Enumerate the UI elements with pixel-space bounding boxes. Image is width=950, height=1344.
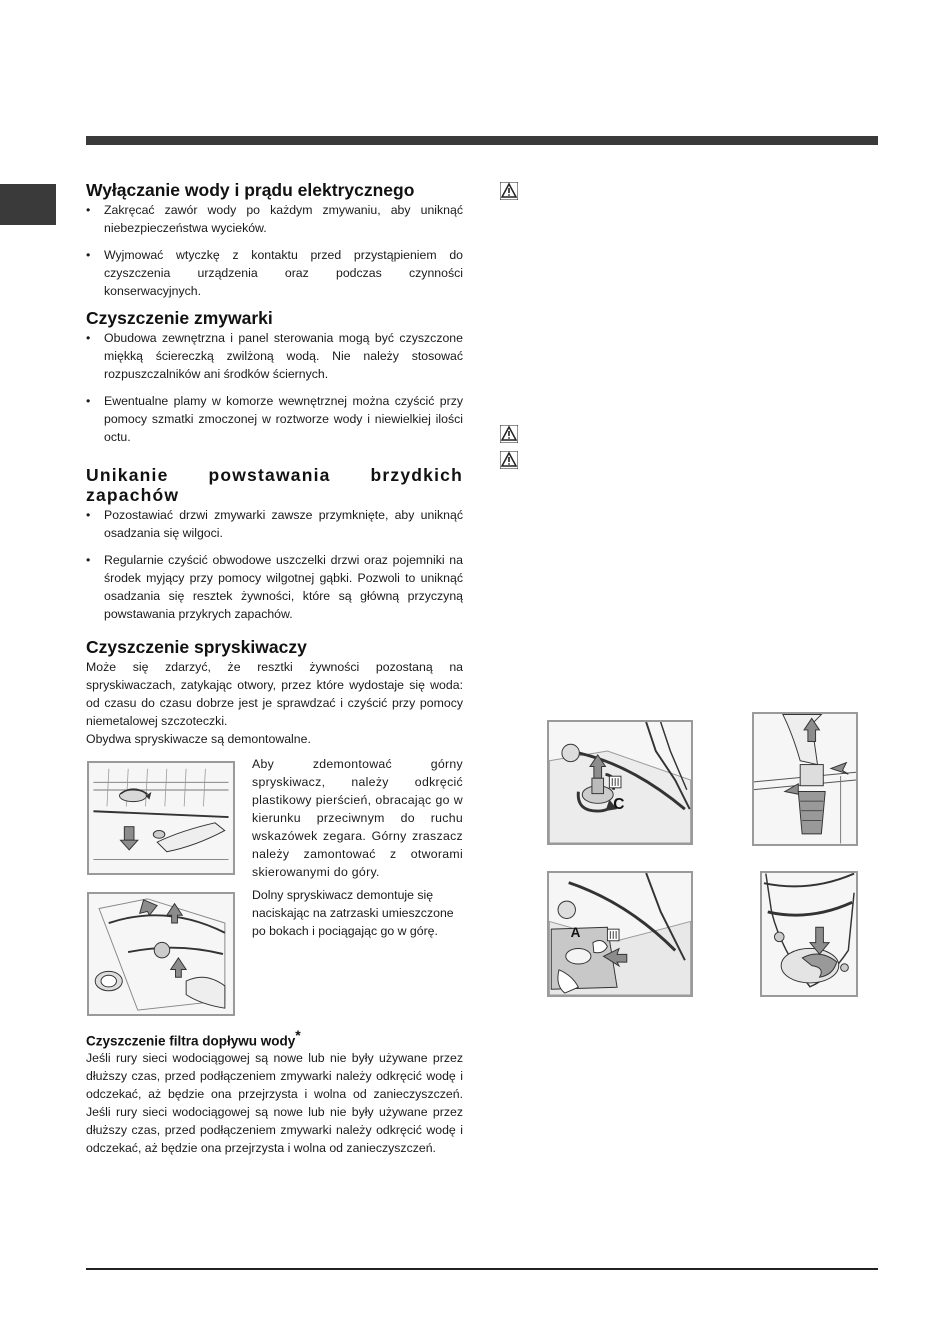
paragraph: Dolny spryskiwacz demontuje się naciskając na zatrzaski umieszczone po bokach i pociągając go w górę. — [252, 888, 454, 938]
label-c: C — [613, 796, 625, 814]
list-item: • Wyjmować wtyczkę z kontaktu przed przystąpieniem do czyszczenia urządzenia oraz podczas czynności konserwacyjnych. — [86, 246, 463, 300]
section-title: Czyszczenie zmywarki — [86, 308, 273, 328]
upper-sprayer-figure — [87, 761, 235, 875]
section-title-text: Czyszczenie filtra dopływu wody — [86, 1033, 296, 1049]
list-item: • Pozostawiać drzwi zmywarki zawsze przymknięte, aby uniknąć osadzania się wilgoci. — [86, 506, 463, 542]
paragraph: Obydwa spryskiwacze są demontowalne. — [86, 732, 311, 746]
section-tab-marker — [0, 184, 56, 225]
filter-figure-lift — [752, 712, 858, 846]
lower-sprayer-figure — [87, 892, 235, 1016]
bullet-list — [86, 201, 463, 300]
footer-rule — [86, 1268, 878, 1270]
asterisk-mark: * — [295, 1027, 301, 1043]
list-item: • Obudowa zewnętrzna i panel sterowania mogą być czyszczone miękką ściereczką zwilżoną wodą. Nie należy stosować rozpuszczalników ani środków ściernych. — [86, 329, 463, 383]
section-sprayers — [86, 637, 463, 748]
warning-triangle-icon — [500, 451, 518, 469]
section-title — [86, 1027, 463, 1049]
filter-figure-insert — [760, 871, 858, 997]
paragraph: Może się zdarzyć, że resztki żywności pozostaną na spryskiwaczach, zatykając otwory, przez które wydostaje się woda: od czasu do czasu dobrze jest je sprawdzać i czyścić przy pomocy niemetalowej szczoteczki. — [86, 660, 463, 728]
lower-sprayer-text — [252, 886, 463, 940]
list-item: • Zakręcać zawór wody po każdym zmywaniu, aby uniknąć niebezpieczeństwa wycieków. — [86, 201, 463, 237]
upper-sprayer-text — [252, 755, 463, 881]
section-inlet-filter — [86, 1027, 463, 1157]
paragraph: Aby zdemontować górny spryskiwacz, należy odkręcić plastikowy pierścień, obracając go w kierunku przeciwnym do ruchu wskazówek zegara. Górny zraszacz należy zamontować z otworami skierowanymi do góry. — [252, 757, 463, 879]
filter-figure-rotate — [547, 720, 693, 845]
bullet-list — [86, 506, 463, 623]
bullet-list — [86, 329, 463, 446]
warning-triangle-icon — [500, 182, 518, 200]
section-title: Unikanie powstawania brzydkich zapachów — [86, 465, 463, 505]
paragraph: Jeśli rury sieci wodociągowej są nowe lub nie były używane przez dłuższy czas, przed podłączeniem zmywarki należy odkręcić wodę i odczekać, aż będzie ona przejrzysta i wolna od zanieczyszczeń. Jeśli rury sieci wodociągowej są nowe lub nie były używane przez dłuższy czas, przed podłączeniem zmywarki należy odkręcić wodę i odczekać, aż będzie ona przejrzysta i wolna od zanieczyszczeń. — [86, 1050, 463, 1155]
warning-triangle-icon — [500, 425, 518, 443]
section-title: Wyłączanie wody i prądu elektrycznego — [86, 180, 415, 200]
section-water-power — [86, 180, 463, 309]
header-rule — [86, 136, 878, 145]
section-odors — [86, 465, 463, 632]
filter-figure-press — [547, 871, 693, 997]
list-item: • Regularnie czyścić obwodowe uszczelki drzwi oraz pojemniki na środek myjący przy pomocy wilgotnej gąbki. Pozwoli to uniknąć osadzania się resztek żywności, które są główną przyczyną powstawania przykrych zapachów. — [86, 551, 463, 623]
list-item: • Ewentualne plamy w komorze wewnętrznej można czyścić przy pomocy szmatki zmoczonej w roztworze wody i niewielkiej ilości octu. — [86, 392, 463, 446]
section-cleaning — [86, 308, 463, 455]
label-a: A — [570, 924, 581, 940]
section-title: Czyszczenie spryskiwaczy — [86, 637, 307, 657]
